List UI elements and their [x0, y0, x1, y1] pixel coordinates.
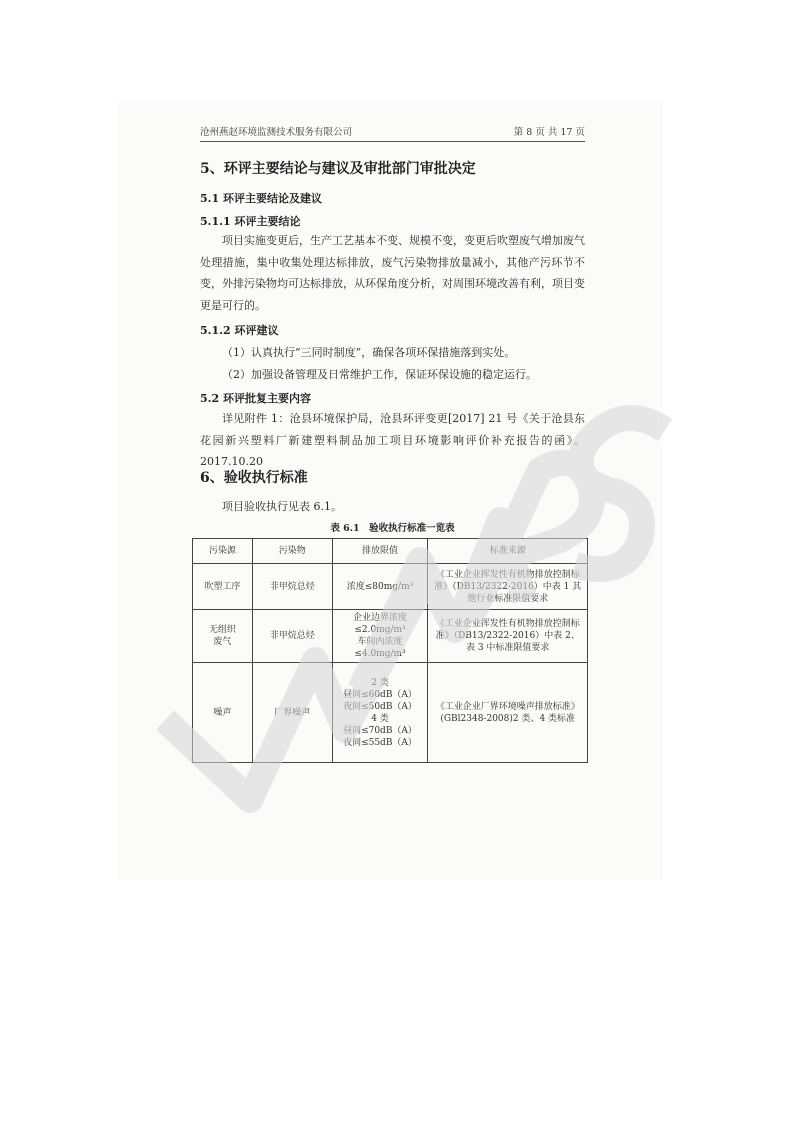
header-page-info: 第 8 页 共 17 页	[513, 127, 585, 138]
standards-table	[192, 538, 588, 763]
section-5-1-title: 5.1 环评主要结论及建议	[200, 192, 322, 205]
header-limit: 排放限值	[332, 539, 428, 564]
page-header	[200, 124, 585, 142]
cell-limit	[332, 564, 428, 610]
cell-source: 噪声	[193, 663, 253, 763]
cell-source: 吹塑工序	[193, 564, 253, 610]
table-caption: 表 6.1 验收执行标准一览表	[330, 523, 455, 534]
table-row	[193, 564, 588, 610]
limit-line: 企业边界浓度	[352, 613, 407, 623]
limit-line: 2 类	[371, 677, 389, 688]
limit-line: 昼间≤60dB（A）	[343, 689, 417, 700]
cell-limit	[332, 610, 428, 663]
limit-line: 夜间≤55dB（A）	[343, 737, 417, 748]
section-5-2-title: 5.2 环评批复主要内容	[200, 392, 311, 405]
source-text: 无组织废气	[208, 625, 236, 647]
limit-line: 浓度≤80mg/m³	[346, 581, 414, 592]
cell-source	[193, 610, 253, 663]
header-pollutant: 污染物	[252, 539, 332, 564]
section-5-title: 5、环评主要结论与建议及审批部门审批决定	[200, 161, 476, 177]
cell-limit	[332, 663, 428, 763]
suggestion-item-2: （2）加强设备管理及日常维护工作，保证环保设施的稳定运行。	[222, 368, 537, 381]
table-row	[193, 610, 588, 663]
cell-standard: 《工业企业厂界环境噪声排放标准》(GBl2348-2008)2 类、4 类标准	[428, 663, 588, 763]
cell-pollutant: 非甲烷总烃	[252, 610, 332, 663]
limit-line: 车间内浓度≤4.0mg/m³	[354, 637, 406, 659]
header-company: 沧州燕赵环境监测技术服务有限公司	[200, 127, 353, 138]
section-6-title: 6、验收执行标准	[200, 470, 308, 486]
limit-line: 4 类	[371, 713, 389, 724]
suggestion-item-1: （1）认真执行“三同时制度”，确保各项环保措施落到实处。	[222, 346, 516, 359]
limit-line: ≤2.0mg/m³	[354, 625, 406, 635]
header-standard: 标准来源	[428, 539, 588, 564]
section-6-text: 项目验收执行见表 6.1。	[222, 500, 342, 513]
section-5-2-text: 详见附件 1：沧县环境保护局，沧县环评变更[2017] 21 号《关于沧县东花园新兴塑料厂新建塑料制品加工项目环境影响评价补充报告的函》。2017.10.20	[200, 412, 585, 468]
table-row	[193, 663, 588, 763]
cell-standard: 《工业企业挥发性有机物排放控制标准》（DB13/2322-2016）中表 2、表 3 中标准限值要求	[428, 610, 588, 663]
limit-line: 夜间≤50dB（A）	[343, 701, 417, 712]
table-header-row	[193, 539, 588, 564]
header-source: 污染源	[193, 539, 253, 564]
cell-standard: 《工业企业挥发性有机物排放控制标准》（DB13/2322-2016）中表 1 其他行业标准限值要求	[428, 564, 588, 610]
cell-pollutant: 非甲烷总烃	[252, 564, 332, 610]
section-5-1-2-title: 5.1.2 环评建议	[200, 324, 279, 337]
cell-pollutant: 厂界噪声	[252, 663, 332, 763]
section-5-1-1-text: 项目实施变更后，生产工艺基本不变、规模不变，变更后吹塑废气增加废气处理措施，集中收集处理达标排放，废气污染物排放量减小，其他产污环节不变，外排污染物均可达标排放，从环保角度分析，对周围环境改善有利，项目变更是可行的。	[200, 234, 585, 312]
limit-line: 昼间≤70dB（A）	[343, 725, 417, 736]
section-5-1-1-title: 5.1.1 环评主要结论	[200, 215, 301, 228]
